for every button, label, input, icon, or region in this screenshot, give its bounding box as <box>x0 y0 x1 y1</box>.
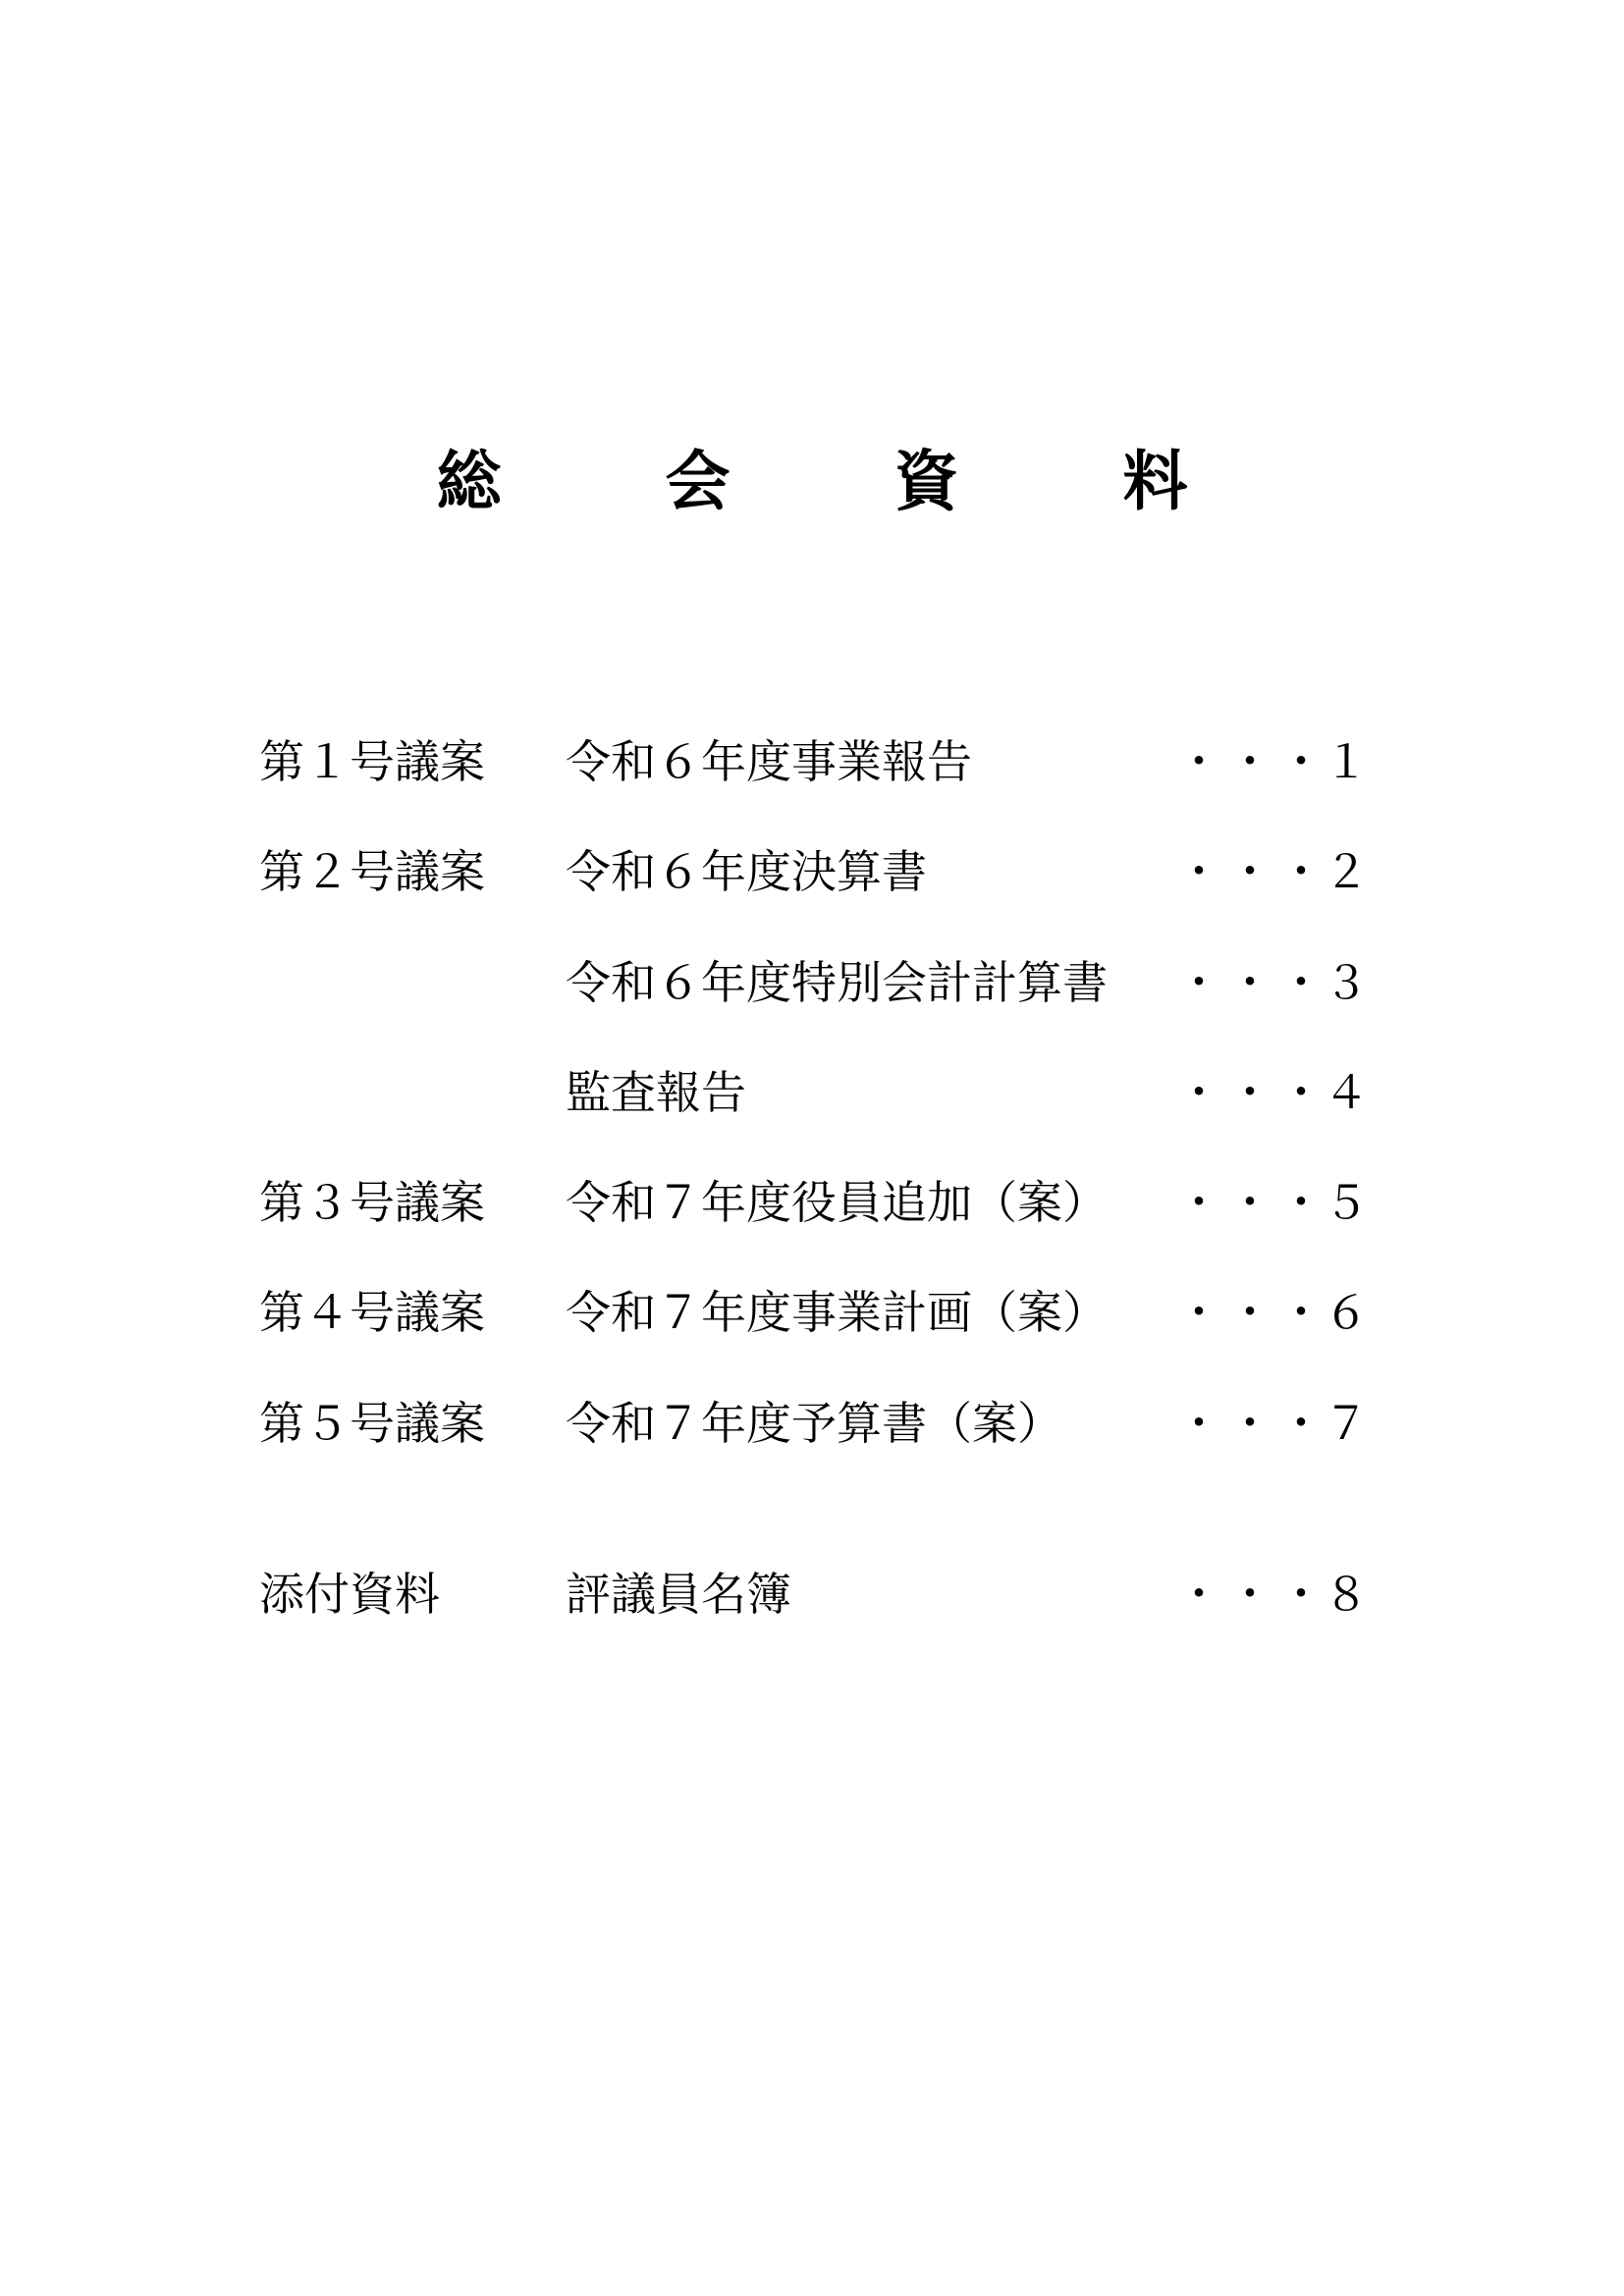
toc-page-number: ８ <box>1324 1568 1369 1621</box>
toc-row <box>0 1278 1624 1347</box>
toc-page-number: ２ <box>1324 845 1369 898</box>
document-title: 総 会 資 料 <box>436 443 1259 519</box>
toc-item-title: 令和７年度予算書（案） <box>566 1397 1062 1450</box>
toc-page-number: ７ <box>1324 1397 1369 1450</box>
toc-page-number: ６ <box>1324 1286 1369 1339</box>
toc-agenda-label: 添付資料 <box>259 1568 440 1621</box>
toc-agenda-label: 第１号議案 <box>259 735 485 788</box>
toc-page-number: ３ <box>1324 956 1369 1009</box>
toc-item-title: 監査報告 <box>566 1066 746 1119</box>
toc-page-number: ５ <box>1324 1176 1369 1229</box>
toc-item-title: 令和６年度特別会計計算書 <box>566 956 1108 1009</box>
toc-row <box>0 1168 1624 1237</box>
toc-page-number: １ <box>1324 735 1369 788</box>
toc-leader-dots: ・・・ <box>1176 1176 1329 1229</box>
toc-row <box>0 1560 1624 1629</box>
toc-agenda-label: 第２号議案 <box>259 845 485 898</box>
toc-item-title: 令和７年度役員追加（案） <box>566 1176 1108 1229</box>
toc-leader-dots: ・・・ <box>1176 1397 1329 1450</box>
toc-agenda-label: 第４号議案 <box>259 1286 485 1339</box>
toc-item-title: 令和７年度事業計画（案） <box>566 1286 1108 1339</box>
toc-row <box>0 837 1624 906</box>
toc-leader-dots: ・・・ <box>1176 1066 1329 1119</box>
toc-leader-dots: ・・・ <box>1176 1286 1329 1339</box>
toc-leader-dots: ・・・ <box>1176 735 1329 788</box>
toc-agenda-label: 第５号議案 <box>259 1397 485 1450</box>
toc-row <box>0 948 1624 1017</box>
toc-item-title: 令和６年度決算書 <box>566 845 927 898</box>
toc-leader-dots: ・・・ <box>1176 956 1329 1009</box>
toc-item-title: 令和６年度事業報告 <box>566 735 972 788</box>
toc-row <box>0 727 1624 796</box>
toc-item-title: 評議員名簿 <box>566 1568 791 1621</box>
toc-row <box>0 1389 1624 1458</box>
toc-leader-dots: ・・・ <box>1176 845 1329 898</box>
toc-row <box>0 1058 1624 1127</box>
toc-agenda-label: 第３号議案 <box>259 1176 485 1229</box>
toc-page-number: ４ <box>1324 1066 1369 1119</box>
toc-leader-dots: ・・・ <box>1176 1568 1329 1621</box>
